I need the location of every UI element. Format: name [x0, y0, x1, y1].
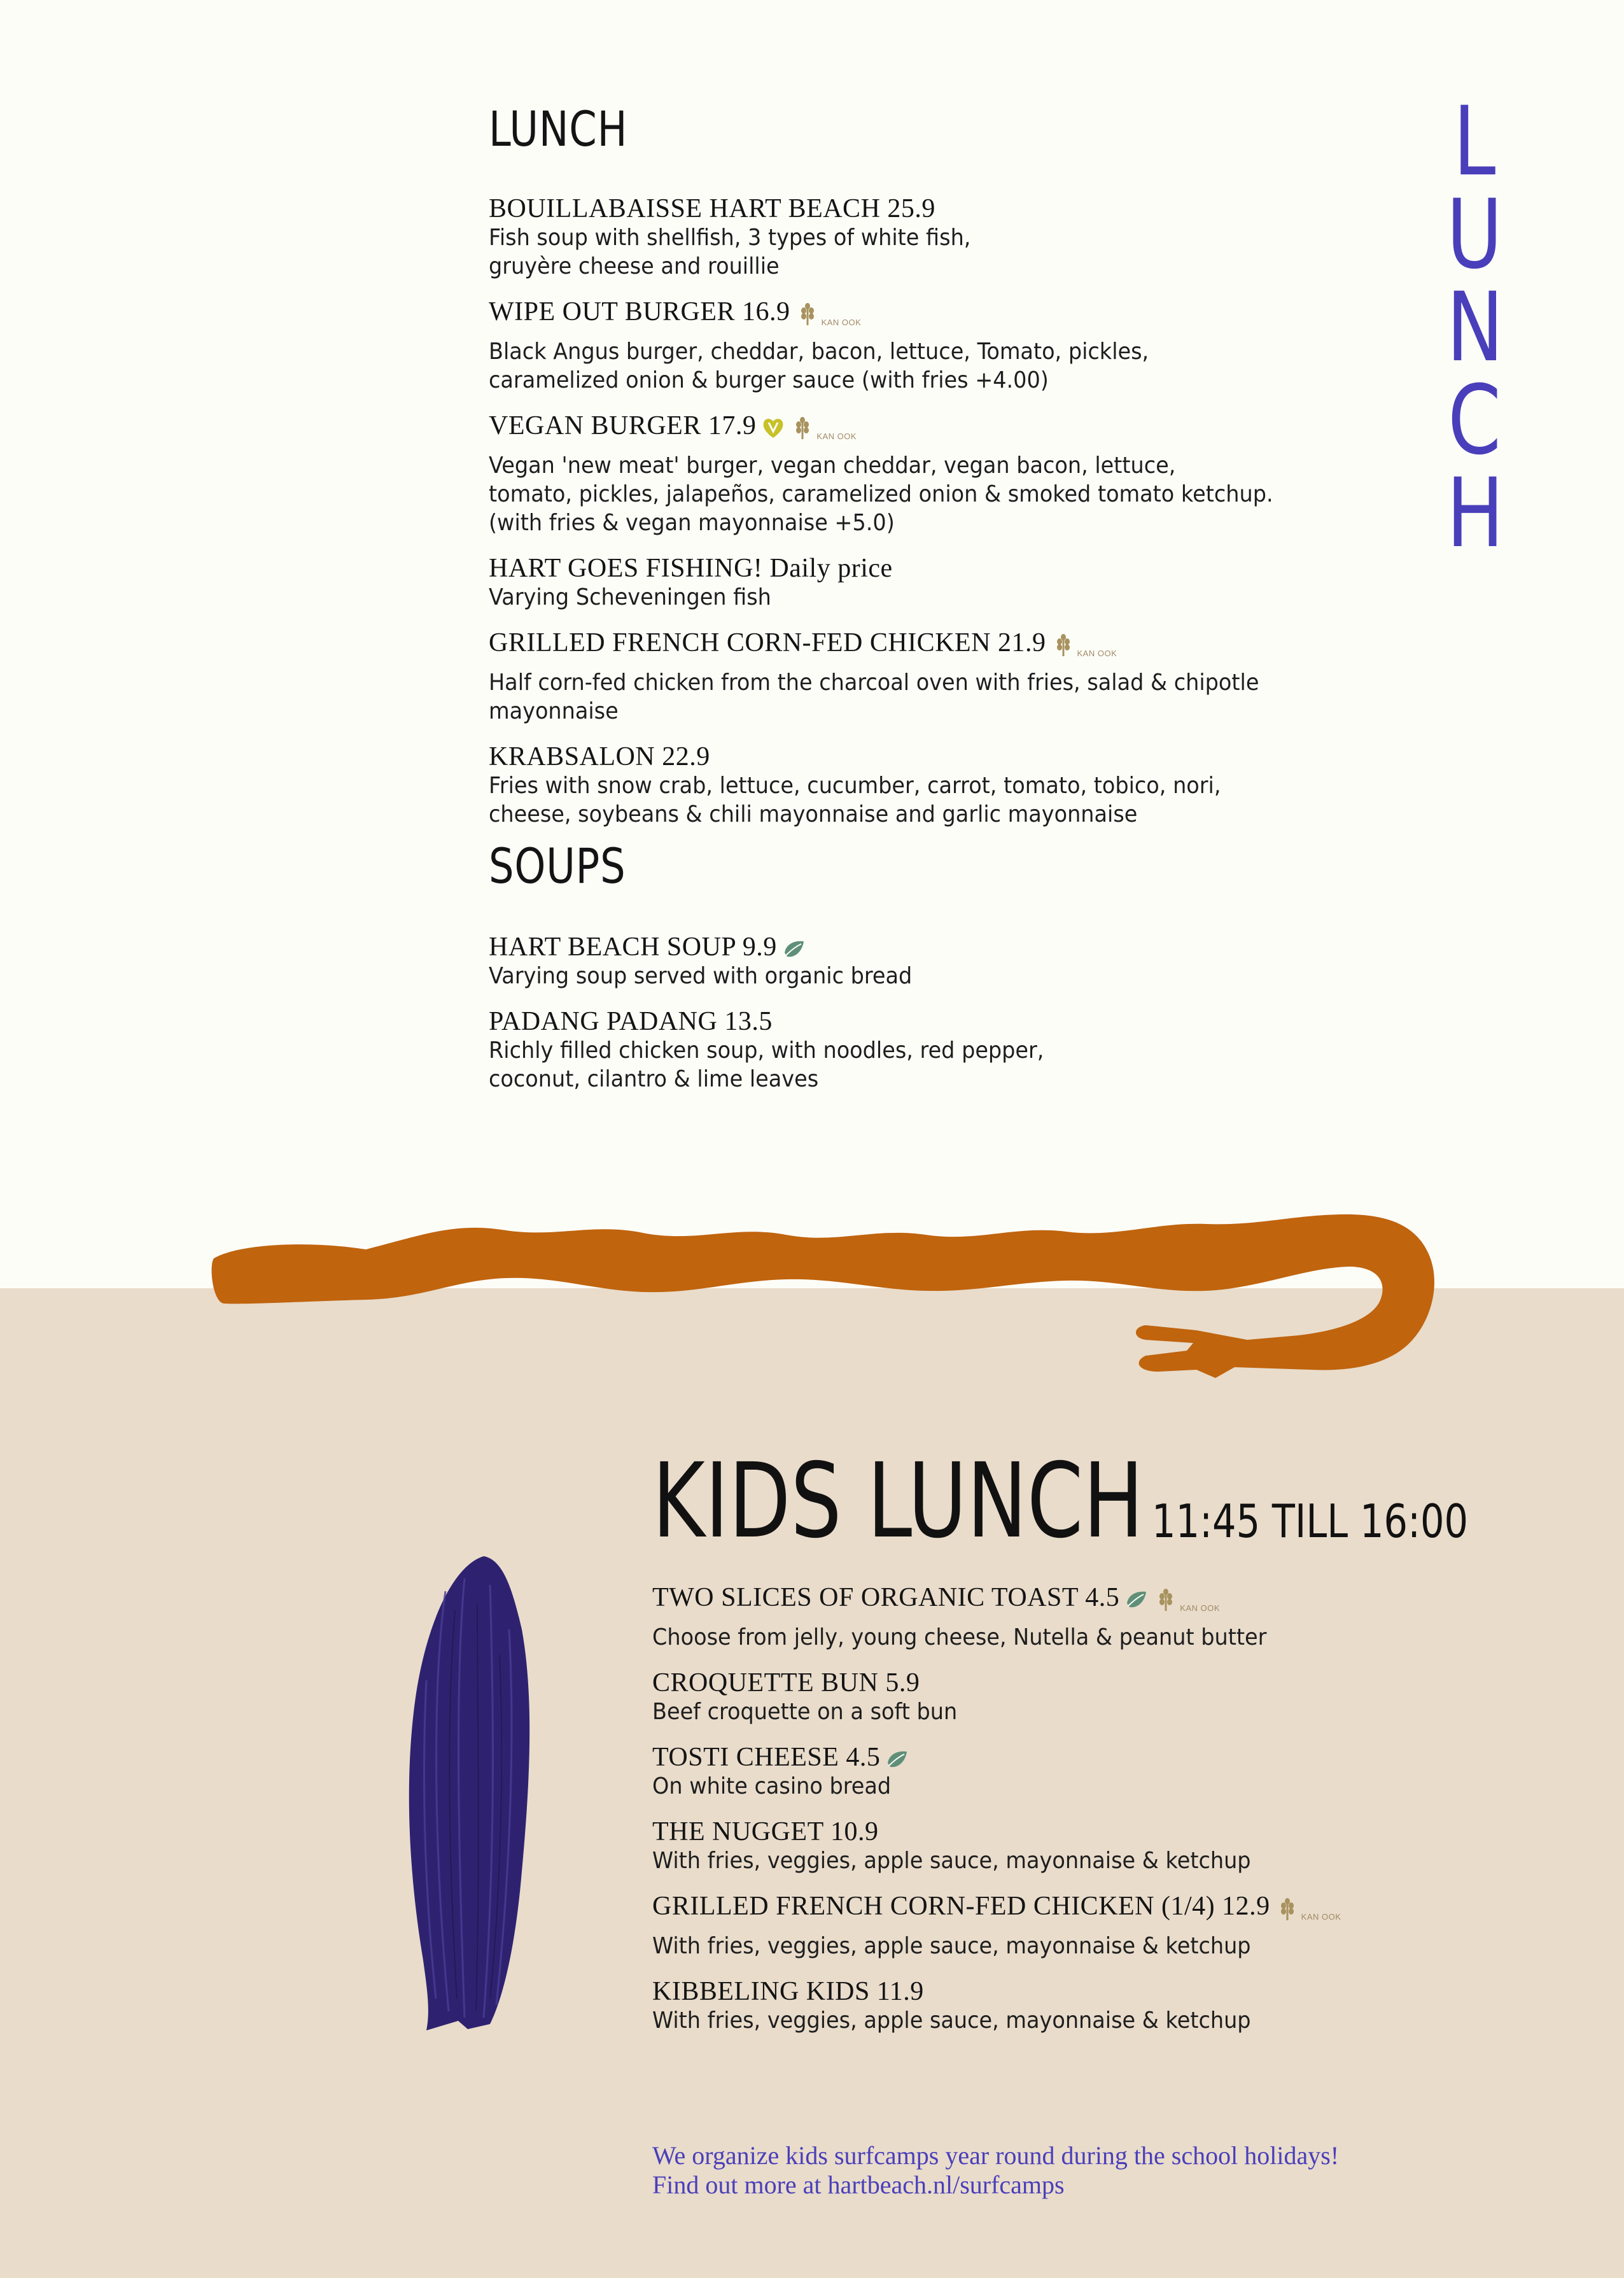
gluten-free-icon — [795, 301, 820, 327]
menu-item-name — [652, 1743, 1594, 1772]
menu-item-name-text: WIPE OUT BURGER 16.9 — [489, 297, 790, 327]
gluten-free-icon — [790, 415, 815, 440]
vegetarian-icon — [885, 1747, 909, 1772]
menu-item-description: With fries, veggies, apple sauce, mayonnaise & ketchup — [652, 1933, 1251, 1960]
menu-item-description: Fish soup with shellfish, 3 types of white fish, gruyère cheese and rouillie — [489, 225, 971, 279]
surfboard-illustration — [388, 1553, 547, 2037]
menu-item — [489, 628, 1443, 726]
vegetarian-icon — [782, 936, 806, 962]
menu-item — [652, 1668, 1594, 1726]
footer-line-2: Find out more at hartbeach.nl/surfcamps — [652, 2170, 1065, 2199]
snake-illustration — [204, 1197, 1515, 1464]
gluten-free-icon — [1154, 1587, 1178, 1612]
menu-item-name-text: TWO SLICES OF ORGANIC TOAST 4.5 — [652, 1583, 1120, 1612]
menu-item-description: On white casino bread — [652, 1773, 892, 1800]
lunch-section-title: LUNCH — [489, 101, 628, 157]
menu-item-name-text: THE NUGGET 10.9 — [652, 1817, 879, 1847]
kids-items-list — [652, 1583, 1594, 2051]
menu-item-name — [489, 1007, 1443, 1036]
menu-item-description: Fries with snow crab, lettuce, cucumber, carrot, tomato, tobico, nori, cheese, soybeans & chili mayonnaise and garlic mayonnaise — [489, 773, 1221, 827]
menu-item — [652, 1892, 1594, 1960]
menu-item-name — [652, 1977, 1594, 2006]
surfcamp-footer — [652, 2141, 1339, 2200]
menu-item-name — [652, 1583, 1594, 1623]
menu-item — [489, 1007, 1443, 1093]
menu-item — [489, 742, 1443, 829]
footer-line-1: We organize kids surfcamps year round during the school holidays! — [652, 2141, 1340, 2170]
menu-item-name — [489, 628, 1443, 668]
menu-item-name-text: HART BEACH SOUP 9.9 — [489, 932, 777, 962]
vertical-lunch-title: LUNCH — [1446, 87, 1504, 569]
menu-item-name — [489, 554, 1443, 583]
vegan-icon — [761, 415, 785, 440]
lunch-items-list — [489, 194, 1443, 845]
menu-item-name — [652, 1668, 1594, 1698]
kan-ook-label: KAN OOK — [1301, 1912, 1341, 1922]
menu-item — [489, 554, 1443, 612]
menu-item-name-text: GRILLED FRENCH CORN-FED CHICKEN (1/4) 12.9 — [652, 1892, 1270, 1922]
menu-item — [489, 194, 1443, 281]
menu-item-name-text: KRABSALON 22.9 — [489, 742, 710, 771]
vegetarian-icon — [1124, 1587, 1149, 1612]
menu-item — [652, 1583, 1594, 1652]
kan-ook-label: KAN OOK — [821, 318, 862, 327]
kan-ook-label: KAN OOK — [1180, 1603, 1220, 1613]
soups-items-list — [489, 932, 1443, 1110]
kan-ook-label: KAN OOK — [816, 432, 857, 441]
menu-item-description: Varying Scheveningen fish — [489, 584, 771, 610]
menu-item-description: Black Angus burger, cheddar, bacon, lettuce, Tomato, pickles, caramelized onion & burger sauce (with fries +4.00) — [489, 339, 1149, 393]
menu-item — [652, 1743, 1594, 1801]
menu-item-name — [489, 297, 1443, 337]
menu-item — [652, 1977, 1594, 2035]
menu-item-description: Varying soup served with organic bread — [489, 963, 913, 990]
gluten-free-icon — [1275, 1896, 1299, 1922]
kids-lunch-title: KIDS LUNCH — [652, 1442, 1144, 1561]
menu-item — [489, 932, 1443, 990]
menu-item-name — [652, 1817, 1594, 1846]
menu-item-description: Half corn-fed chicken from the charcoal oven with fries, salad & chipotle mayonnaise — [489, 670, 1259, 724]
menu-item-description: Richly filled chicken soup, with noodles, red pepper, coconut, cilantro & lime leaves — [489, 1037, 1044, 1093]
menu-item-name-text: PADANG PADANG 13.5 — [489, 1007, 773, 1037]
menu-item-name-text: CROQUETTE BUN 5.9 — [652, 1668, 920, 1698]
soups-section-title: SOUPS — [489, 838, 626, 894]
kan-ook-label: KAN OOK — [1077, 649, 1117, 658]
gluten-free-icon — [1051, 632, 1075, 657]
menu-item-description: Vegan 'new meat' burger, vegan cheddar, vegan bacon, lettuce, tomato, pickles, jalapeños, caramelized onion & smoked tomato ketchup. (with fries & vegan mayonnaise +5.0) — [489, 453, 1273, 536]
menu-item-name-text: KIBBELING KIDS 11.9 — [652, 1977, 924, 2007]
menu-item-name — [489, 194, 1443, 223]
menu-item-name-text: BOUILLABAISSE HART BEACH 25.9 — [489, 194, 935, 223]
menu-item-description: With fries, veggies, apple sauce, mayonnaise & ketchup — [652, 1848, 1251, 1874]
menu-item-name-text: GRILLED FRENCH CORN-FED CHICKEN 21.9 — [489, 628, 1046, 657]
menu-item-name — [489, 411, 1443, 451]
menu-item-description: Beef croquette on a soft bun — [652, 1699, 958, 1725]
menu-item-description: Choose from jelly, young cheese, Nutella & peanut butter — [652, 1624, 1267, 1650]
kids-lunch-hours: 11:45 TILL 16:00 — [1152, 1494, 1469, 1548]
menu-item-name — [489, 742, 1443, 771]
menu-item-description: With fries, veggies, apple sauce, mayonnaise & ketchup — [652, 2007, 1251, 2034]
menu-item-name-text: TOSTI CHEESE 4.5 — [652, 1743, 881, 1772]
menu-item — [652, 1817, 1594, 1875]
menu-item-name-text: VEGAN BURGER 17.9 — [489, 411, 757, 440]
menu-item-name — [489, 932, 1443, 962]
menu-item-name — [652, 1892, 1594, 1932]
menu-item — [489, 411, 1443, 537]
menu-item-name-text: HART GOES FISHING! Daily price — [489, 554, 893, 583]
menu-item — [489, 297, 1443, 395]
